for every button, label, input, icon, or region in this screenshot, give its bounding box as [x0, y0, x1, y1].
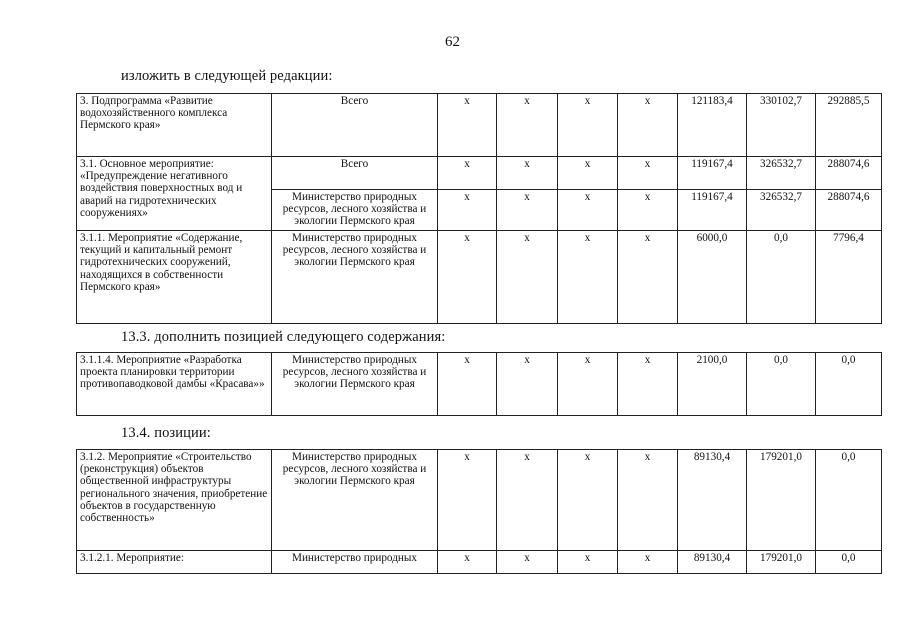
row-executor: Министерство природных ресурсов, лесного хозяйства и экологии Пермского края [272, 190, 438, 231]
value-cell: 119167,4 [678, 190, 747, 231]
x-cell: x [438, 551, 497, 574]
section-heading: 13.4. позиции: [121, 425, 211, 441]
x-cell: x [497, 551, 558, 574]
x-cell: x [618, 190, 678, 231]
x-cell: x [618, 450, 678, 551]
row-name: 3. Подпрограмма «Развитие водохозяйственного комплекса Пермского края» [77, 94, 272, 157]
x-cell: x [497, 157, 558, 190]
value-cell: 0,0 [816, 450, 882, 551]
value-cell: 121183,4 [678, 94, 747, 157]
value-cell: 0,0 [747, 231, 816, 324]
x-cell: x [618, 353, 678, 416]
x-cell: x [438, 450, 497, 551]
row-executor: Министерство природных ресурсов, лесного хозяйства и экологии Пермского края [272, 231, 438, 324]
section-heading: изложить в следующей редакции: [121, 68, 333, 84]
row-executor: Министерство природных [272, 551, 438, 574]
row-name: 3.1.2.1. Мероприятие: [77, 551, 272, 574]
value-cell: 89130,4 [678, 551, 747, 574]
program-table [76, 93, 882, 324]
table-row [77, 94, 882, 157]
x-cell: x [438, 157, 497, 190]
table-row [77, 157, 882, 190]
value-cell: 89130,4 [678, 450, 747, 551]
value-cell: 0,0 [747, 353, 816, 416]
table-row [77, 231, 882, 324]
row-name: 3.1.1.4. Мероприятие «Разработка проекта планировки территории противопаводковой дамбы «Красава»» [77, 353, 272, 416]
x-cell: x [618, 94, 678, 157]
value-cell: 326532,7 [747, 157, 816, 190]
x-cell: x [618, 157, 678, 190]
x-cell: x [558, 450, 618, 551]
value-cell: 0,0 [816, 353, 882, 416]
table-row [77, 450, 882, 551]
value-cell: 292885,5 [816, 94, 882, 157]
x-cell: x [497, 94, 558, 157]
row-name: 3.1.1. Мероприятие «Содержание, текущий и капитальный ремонт гидротехнических сооружений, находящихся в собственности Пермского края» [77, 231, 272, 324]
value-cell: 119167,4 [678, 157, 747, 190]
row-name: 3.1.2. Мероприятие «Строительство (реконструкция) объектов общественной инфраструктуры регионального значения, приобретение объектов в государственную собственность» [77, 450, 272, 551]
x-cell: x [558, 353, 618, 416]
x-cell: x [558, 157, 618, 190]
x-cell: x [558, 190, 618, 231]
section-heading: 13.3. дополнить позицией следующего содержания: [121, 329, 446, 345]
row-executor: Министерство природных ресурсов, лесного хозяйства и экологии Пермского края [272, 450, 438, 551]
x-cell: x [438, 94, 497, 157]
row-executor: Всего [272, 157, 438, 190]
x-cell: x [558, 94, 618, 157]
table-row [77, 551, 882, 574]
addition-table [76, 352, 882, 416]
x-cell: x [558, 551, 618, 574]
x-cell: x [438, 353, 497, 416]
x-cell: x [438, 231, 497, 324]
page-number: 62 [445, 34, 460, 50]
row-name: 3.1. Основное мероприятие: «Предупреждение негативного воздействия поверхностных вод и аварий на гидротехнических сооружениях» [77, 157, 272, 231]
x-cell: x [497, 450, 558, 551]
x-cell: x [497, 231, 558, 324]
value-cell: 6000,0 [678, 231, 747, 324]
value-cell: 288074,6 [816, 157, 882, 190]
value-cell: 2100,0 [678, 353, 747, 416]
x-cell: x [497, 190, 558, 231]
x-cell: x [497, 353, 558, 416]
value-cell: 326532,7 [747, 190, 816, 231]
value-cell: 7796,4 [816, 231, 882, 324]
value-cell: 0,0 [816, 551, 882, 574]
x-cell: x [438, 190, 497, 231]
x-cell: x [558, 231, 618, 324]
value-cell: 179201,0 [747, 450, 816, 551]
x-cell: x [618, 551, 678, 574]
positions-table [76, 449, 882, 574]
table-row [77, 353, 882, 416]
row-executor: Всего [272, 94, 438, 157]
value-cell: 330102,7 [747, 94, 816, 157]
value-cell: 288074,6 [816, 190, 882, 231]
x-cell: x [618, 231, 678, 324]
value-cell: 179201,0 [747, 551, 816, 574]
row-executor: Министерство природных ресурсов, лесного хозяйства и экологии Пермского края [272, 353, 438, 416]
